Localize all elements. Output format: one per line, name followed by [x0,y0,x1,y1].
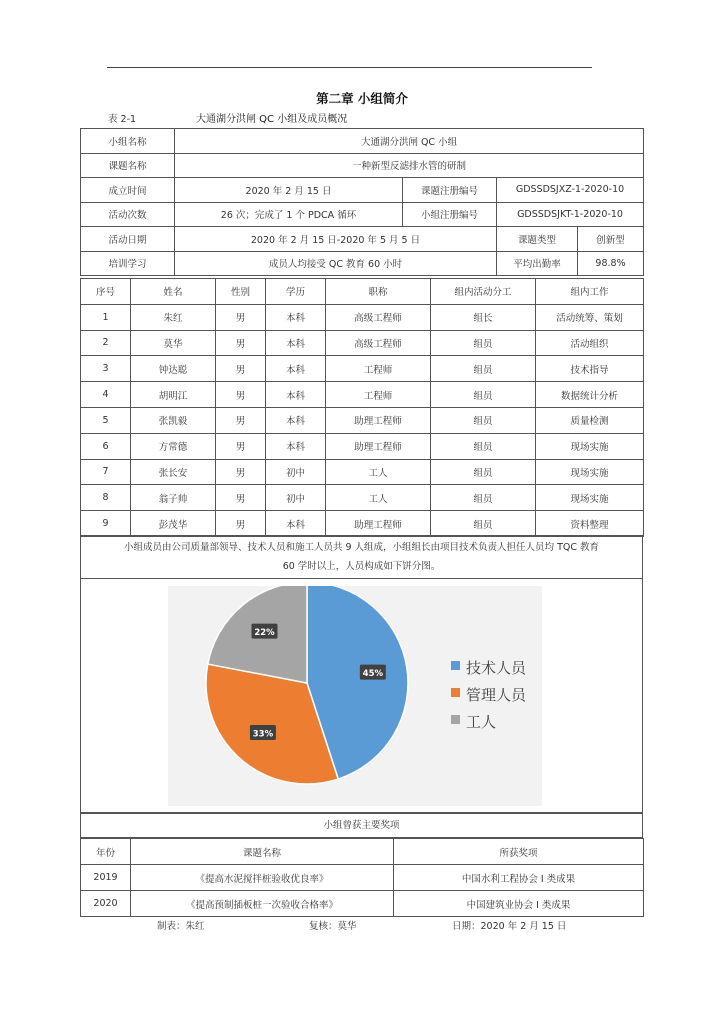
legend-swatch [451,661,460,670]
slice-data-label [252,624,278,639]
members-header-row [81,279,644,305]
table-cell: 6 [81,433,131,459]
table-cell: 助理工程师 [326,433,431,459]
table-row [81,227,644,252]
table-cell: 工人 [326,485,431,511]
topic-reg-label: 课题注册编号 [403,178,497,203]
table-cell: 男 [216,459,266,485]
table-cell: 朱红 [131,304,216,330]
table-cell: 莫华 [131,330,216,356]
table-cell: 男 [216,485,266,511]
table-cell: 4 [81,382,131,408]
table-cell: 张长安 [131,459,216,485]
group-info-table [80,128,644,276]
header-cell: 学历 [266,279,326,305]
table-row [81,129,644,154]
composition-pie-chart [168,586,542,806]
table-cell: 助理工程师 [326,407,431,433]
legend-swatch [451,688,460,697]
members-table [80,278,644,537]
attendance-value: 98.8% [578,251,644,276]
footer-date: 日期：2020 年 2 月 15 日 [452,921,567,932]
table-cell: 男 [216,304,266,330]
founded-label: 成立时间 [81,178,175,203]
header-cell: 职称 [326,279,431,305]
table-cell: 组员 [431,485,536,511]
legend-label: 管理人员 [466,686,527,704]
table-cell: 中国水利工程协会 I 类成果 [394,865,644,891]
pie-chart-svg [168,586,542,806]
awards-table [80,838,644,917]
awards-title: 小组曾获主要奖项 [80,813,643,838]
table-cell: 男 [216,382,266,408]
table-row [81,153,644,178]
table-cell: 现场实施 [536,433,644,459]
table-cell: 男 [216,356,266,382]
topic-value: 一种新型反滤排水管的研制 [175,153,644,178]
table-cell: 组员 [431,407,536,433]
table-cell: 本科 [266,330,326,356]
table-cell: 组长 [431,304,536,330]
group-reg-value: GDSSDSJKT-1-2020-10 [497,202,644,227]
group-reg-label: 小组注册编号 [403,202,497,227]
table-cell: 初中 [266,485,326,511]
table-cell: 初中 [266,459,326,485]
table-row [81,407,644,433]
description-line: 小组成员由公司质量部领导、技术人员和施工人员共 9 人组成，小组组长由项目技术负责人担任人员均 TQC 教育 [123,542,600,553]
header-cell: 性别 [216,279,266,305]
awards-header-row [81,839,644,865]
table-cell: 张凯毅 [131,407,216,433]
table-cell: 组员 [431,459,536,485]
table-row [81,459,644,485]
table-row [81,891,644,917]
training-label: 培训学习 [81,251,175,276]
table-cell: 活动组织 [536,330,644,356]
table-cell: 3 [81,356,131,382]
table-cell: 组员 [431,356,536,382]
data-label-text: 45% [362,669,384,680]
table-cell: 方常德 [131,433,216,459]
attendance-label: 平均出勤率 [497,251,578,276]
table-cell: 组员 [431,382,536,408]
slice-data-label [360,665,386,680]
table-row [81,304,644,330]
table-row [81,865,644,891]
table-cell: 2020 [81,891,131,917]
table-cell: 2019 [81,865,131,891]
header-rule [107,67,592,68]
table-cell: 组员 [431,330,536,356]
table-cell: 《提高水泥搅拌桩验收优良率》 [131,865,394,891]
legend-label: 技术人员 [466,659,527,677]
chapter-title: 第二章 小组简介 [316,91,408,106]
group-name-label: 小组名称 [81,129,175,154]
table-cell: 本科 [266,382,326,408]
table-cell: 本科 [266,511,326,537]
legend-label: 工人 [466,713,497,731]
table-cell: 技术指导 [536,356,644,382]
table-cell: 助理工程师 [326,511,431,537]
slice-data-label [250,725,276,740]
group-name-value: 大通湖分洪闸 QC 小组 [175,129,644,154]
table-cell: 活动统筹、策划 [536,304,644,330]
table-cell: 彭茂华 [131,511,216,537]
table-cell: 男 [216,407,266,433]
table-cell: 现场实施 [536,485,644,511]
table-cell: 中国建筑业协会 I 类成果 [394,891,644,917]
table-cell: 高级工程师 [326,304,431,330]
table-cell: 本科 [266,356,326,382]
header-cell: 姓名 [131,279,216,305]
table-cell: 钟达聪 [131,356,216,382]
table-cell: 翁子帅 [131,485,216,511]
table-row [81,251,644,276]
table-cell: 本科 [266,304,326,330]
table-cell: 7 [81,459,131,485]
table-cell: 9 [81,511,131,537]
dates-value: 2020 年 2 月 15 日-2020 年 5 月 5 日 [175,227,497,252]
training-value: 成员人均接受 QC 教育 60 小时 [175,251,497,276]
activities-value: 26 次；完成了 1 个 PDCA 循环 [175,202,403,227]
table-cell: 男 [216,511,266,537]
description-line: 60 学时以上，人员构成如下饼分图。 [282,561,441,572]
table-cell: 5 [81,407,131,433]
table-cell: 男 [216,330,266,356]
header-cell: 年份 [81,839,131,865]
table-cell: 组员 [431,511,536,537]
table-cell: 胡明江 [131,382,216,408]
header-cell: 所获奖项 [394,839,644,865]
table-cell: 工人 [326,459,431,485]
header-cell: 序号 [81,279,131,305]
footer-maker: 制表：朱红 [157,921,205,932]
type-label: 课题类型 [497,227,578,252]
data-label-text: 22% [254,628,275,639]
table-cell: 资料整理 [536,511,644,537]
table-cell: 8 [81,485,131,511]
table-row [81,356,644,382]
header-cell: 组内活动分工 [431,279,536,305]
table-row [81,511,644,537]
type-value: 创新型 [578,227,644,252]
table-row [81,202,644,227]
table-cell: 质量检测 [536,407,644,433]
topic-label: 课题名称 [81,153,175,178]
table-cell: 数据统计分析 [536,382,644,408]
table-cell: 1 [81,304,131,330]
topic-reg-value: GDSSDSJXZ-1-2020-10 [497,178,644,203]
table-row [81,178,644,203]
table-row [81,382,644,408]
founded-value: 2020 年 2 月 15 日 [175,178,403,203]
table-cell: 本科 [266,407,326,433]
dates-label: 活动日期 [81,227,175,252]
table-row [81,485,644,511]
table-row [81,330,644,356]
legend-swatch [451,715,460,724]
table-cell: 本科 [266,433,326,459]
group-description [80,535,643,579]
table-cell: 现场实施 [536,459,644,485]
activities-label: 活动次数 [81,202,175,227]
table-title: 大通湖分洪闸 QC 小组及成员概况 [196,114,348,125]
table-label: 表 2-1 [108,114,137,125]
data-label-text: 33% [252,729,274,740]
table-row [81,433,644,459]
table-cell: 工程师 [326,356,431,382]
footer-reviewer: 复核：莫华 [309,921,357,932]
table-cell: 高级工程师 [326,330,431,356]
header-cell: 组内工作 [536,279,644,305]
table-cell: 《提高预制插板桩一次验收合格率》 [131,891,394,917]
header-cell: 课题名称 [131,839,394,865]
table-cell: 男 [216,433,266,459]
table-cell: 2 [81,330,131,356]
table-cell: 组员 [431,433,536,459]
table-cell: 工程师 [326,382,431,408]
